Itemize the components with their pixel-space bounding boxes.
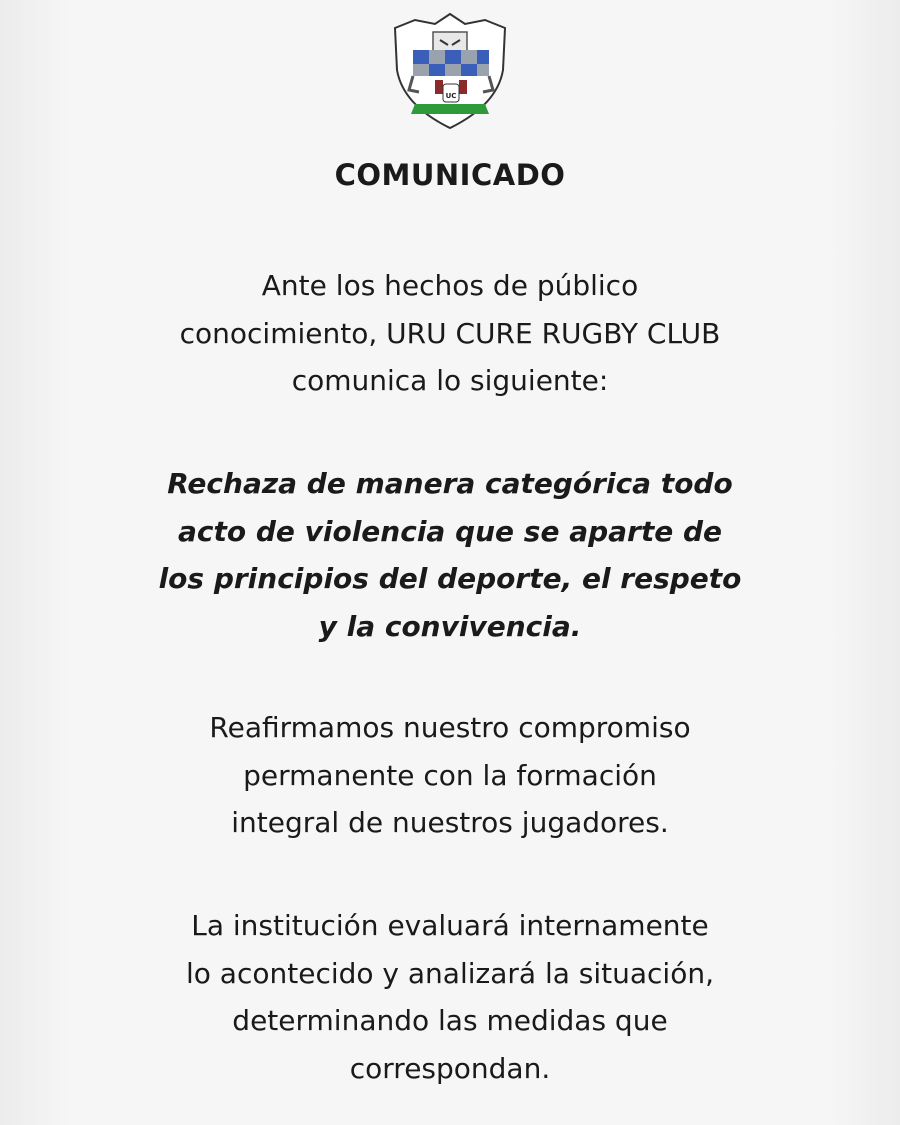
emphasis-paragraph bbox=[0, 460, 900, 650]
text-line: Reafirmamos nuestro compromiso bbox=[209, 711, 691, 744]
text-line: La institución evaluará internamente bbox=[191, 909, 709, 942]
intro-paragraph bbox=[0, 262, 900, 405]
text-line: los principios del deporte, el respeto bbox=[158, 562, 742, 595]
commitment-paragraph bbox=[0, 704, 900, 847]
text-line: comunica lo siguiente: bbox=[291, 364, 609, 397]
text-line: y la convivencia. bbox=[318, 609, 582, 643]
club-crest-logo bbox=[385, 10, 515, 130]
text-line: lo acontecido y analizará la situación, bbox=[186, 956, 714, 990]
text-line: permanente con la formación bbox=[243, 758, 657, 792]
logo-lettering: UC bbox=[445, 92, 457, 100]
text-line: acto de violencia que se aparte de bbox=[177, 514, 722, 548]
text-line: correspondan. bbox=[349, 1051, 551, 1085]
page-title: COMUNICADO bbox=[334, 158, 566, 192]
text-line: determinando las medidas que bbox=[232, 1004, 668, 1037]
evaluation-paragraph bbox=[0, 902, 900, 1092]
text-line: Rechaza de manera categórica todo bbox=[167, 467, 733, 500]
text-line: integral de nuestros jugadores. bbox=[231, 806, 669, 839]
text-line: Ante los hechos de público bbox=[261, 269, 639, 302]
text-line: conocimiento, URU CURE RUGBY CLUB bbox=[179, 316, 721, 350]
